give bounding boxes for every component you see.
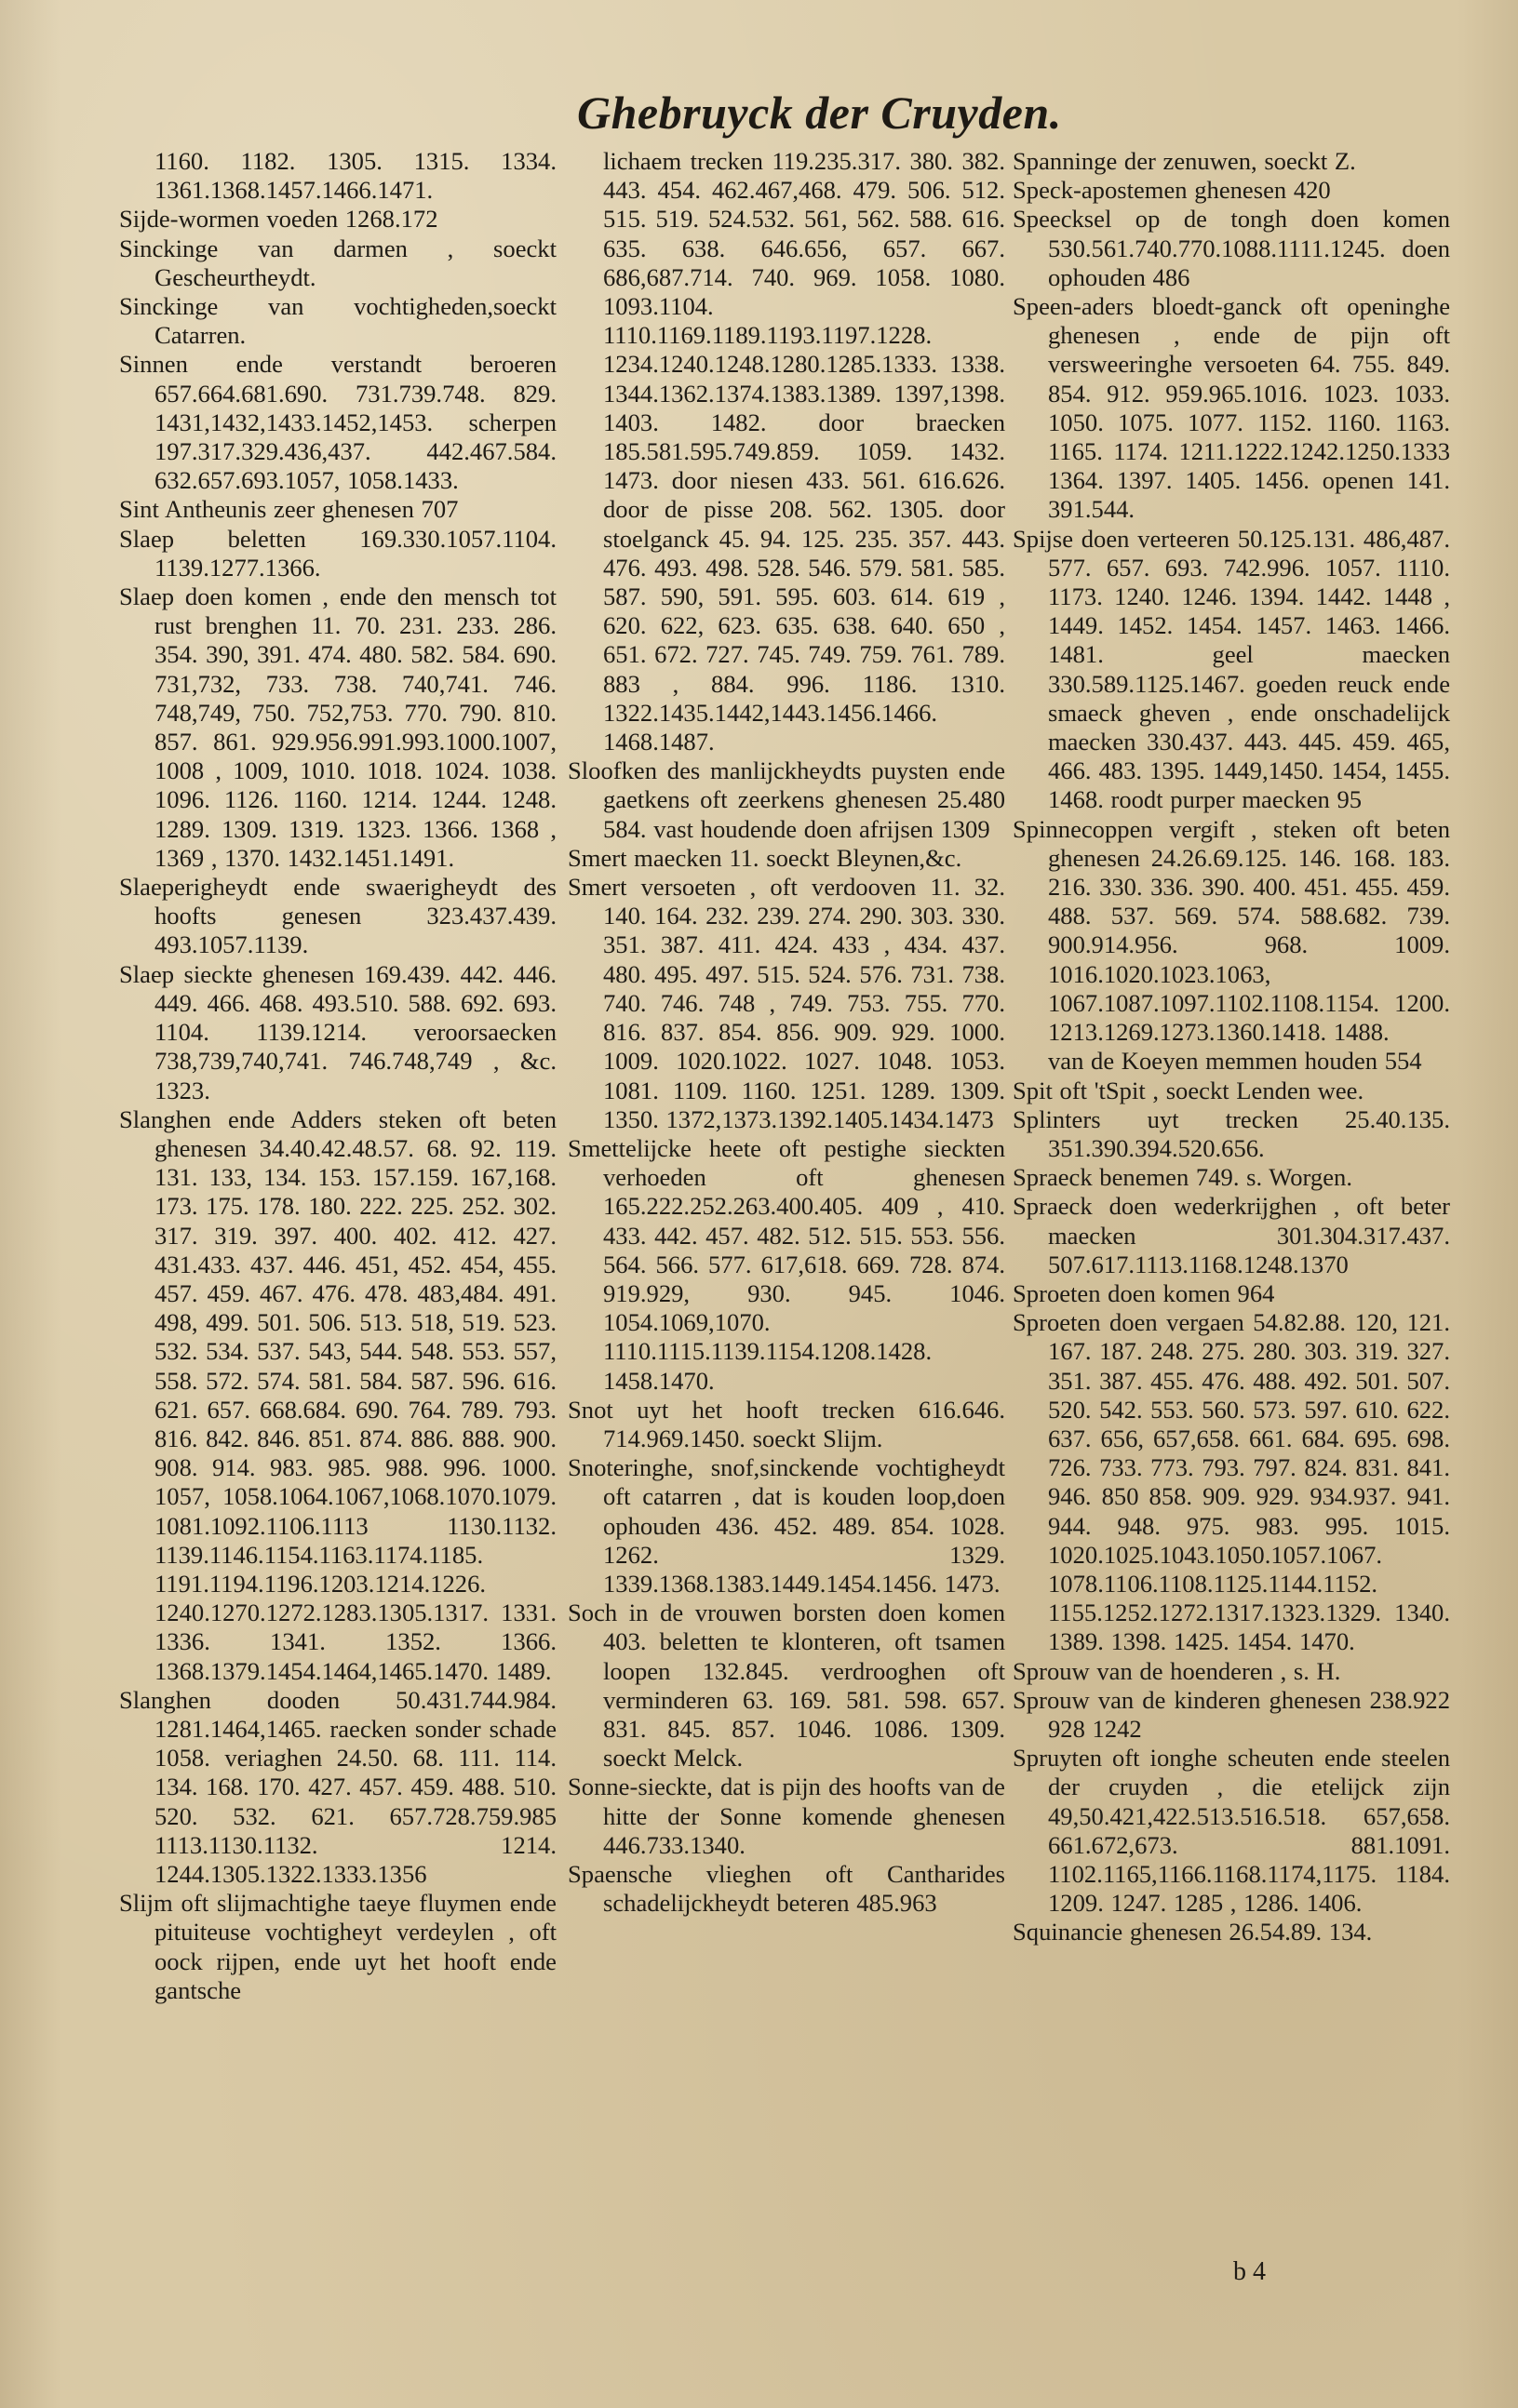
- index-entry: lichaem trecken 119.235.317. 380. 382. 443. 454. 462.467,468. 479. 506. 512. 515. 519. 524.532. 561, 562. 588. 616. 635. 638. 646.656, 657. 667. 686,687.714. 740. 969. 1058. 1080. 1093.1104. 1110.1169.1189.1193.1197.1228. 1234.1240.1248.1280.1285.1333. 1338. 1344.1362.1374.1383.1389. 1397,1398. 1403. 1482. door braecken 185.581.595.749.859. 1059. 1432. 1473. door niesen 433. 561. 616.626. door de pisse 208. 562. 1305. door stoelganck 45. 94. 125. 235. 357. 443. 476. 493. 498. 528. 546. 579. 581. 585. 587. 590, 591. 595. 603. 614. 619 , 620. 622, 623. 635. 638. 640. 650 , 651. 672. 727. 745. 749. 759. 761. 789. 883 , 884. 996. 1186. 1310. 1322.1435.1442,1443.1456.1466. 1468.1487.: [603, 147, 1005, 756]
- index-entry: Spraeck benemen 749. s. Worgen.: [1013, 1163, 1352, 1192]
- index-column-middle: [568, 147, 1005, 1918]
- index-entry: Smert versoeten , oft verdooven 11. 32. 140. 164. 232. 239. 274. 290. 303. 330. 351. 387. 411. 424. 433 , 434. 437. 480. 495. 497. 515. 524. 576. 731. 738. 740. 746. 748 , 749. 753. 755. 770. 816. 837. 854. 856. 909. 929. 1000. 1009. 1020.1022. 1027. 1048. 1053. 1081. 1109. 1160. 1251. 1289. 1309. 1350. 1372,1373.1392.1405.1434.1473: [568, 873, 1005, 1133]
- index-entry: Speck-apostemen ghenesen 420: [1013, 176, 1331, 205]
- index-entry: Spit oft 'tSpit , soeckt Lenden wee.: [1013, 1076, 1364, 1104]
- index-entry: Snot uyt het hooft trecken 616.646. 714.969.1450. soeckt Slijm.: [568, 1395, 1005, 1452]
- index-entry: Soch in de vrouwen borsten doen komen 403. beletten te klonteren, oft tsamen loopen 132.845. verdrooghen oft verminderen 63. 169. 581. 598. 657. 831. 845. 857. 1046. 1086. 1309. soeckt Melck.: [568, 1599, 1005, 1773]
- index-entry: Sinckinge van darmen , soeckt Gescheurtheydt.: [119, 234, 557, 291]
- index-entry: Smettelijcke heete oft pestighe sieckten verhoeden oft ghenesen 165.222.252.263.400.405. 409 , 410. 433. 442. 457. 482. 512. 515. 553. 556. 564. 566. 577. 617,618. 669. 728. 874. 919.929, 930. 945. 1046. 1054.1069,1070. 1110.1115.1139.1154.1208.1428. 1458.1470.: [568, 1133, 1005, 1395]
- index-entry: Sint Antheunis zeer ghenesen 707: [119, 495, 459, 524]
- index-entry: Slanghen dooden 50.431.744.984. 1281.1464,1465. raecken sonder schade 1058. veriaghen 24.50. 68. 111. 114. 134. 168. 170. 427. 457. 459. 488. 510. 520. 532. 621. 657.728.759.985 1113.1130.1132. 1214. 1244.1305.1322.1333.1356: [119, 1685, 557, 1888]
- index-entry: Sprouw van de hoenderen , s. H.: [1013, 1656, 1341, 1685]
- index-entry: Slijm oft slijmachtighe taeye fluymen ende pituiteuse vochtigheyt verdeylen , oft oock rijpen, ende uyt het hooft ende gantsche: [119, 1889, 557, 2004]
- index-column-right: [1013, 147, 1450, 1947]
- index-entry: Sloofken des manlijckheydts puysten ende gaetkens oft zeerkens ghenesen 25.480 584. vast houdende doen afrijsen 1309: [568, 756, 1005, 843]
- index-entry: Sijde-wormen voeden 1268.172: [119, 205, 438, 234]
- index-entry: Slaep beletten 169.330.1057.1104. 1139.1277.1366.: [119, 524, 557, 582]
- index-entry: Sinnen ende verstandt beroeren 657.664.681.690. 731.739.748. 829. 1431,1432,1433.1452,1453. scherpen 197.317.329.436,437. 442.467.584. 632.657.693.1057, 1058.1433.: [119, 350, 557, 495]
- index-entry: van de Koeyen memmen houden 554: [1048, 1047, 1422, 1076]
- index-entry: Speen-aders bloedt-ganck oft openinghe ghenesen , ende de pijn oft versweeringhe versoeten 64. 755. 849. 854. 912. 959.965.1016. 1023. 1033. 1050. 1075. 1077. 1152. 1160. 1163. 1165. 1174. 1211.1222.1242.1250.1333 1364. 1397. 1405. 1456. openen 141. 391.544.: [1013, 292, 1450, 524]
- index-entry: Splinters uyt trecken 25.40.135. 351.390.394.520.656.: [1013, 1104, 1450, 1162]
- index-entry: Spruyten oft ionghe scheuten ende steelen der cruyden , die etelijck zijn 49,50.421,422.513.516.518. 657,658. 661.672,673. 881.1091. 1102.1165,1166.1168.1174,1175. 1184. 1209. 1247. 1285 , 1286. 1406.: [1013, 1744, 1450, 1918]
- index-entry: Slanghen ende Adders steken oft beten ghenesen 34.40.42.48.57. 68. 92. 119. 131. 133, 134. 153. 157.159. 167,168. 173. 175. 178. 180. 222. 225. 252. 302. 317. 319. 397. 400. 402. 412. 427. 431.433. 437. 446. 451, 452. 454, 455. 457. 459. 467. 476. 478. 483,484. 491. 498, 499. 501. 506. 513. 518, 519. 523. 532. 534. 537. 543, 544. 548. 553. 557, 558. 572. 574. 581. 584. 587. 596. 616. 621. 657. 668.684. 690. 764. 789. 793. 816. 842. 846. 851. 874. 886. 888. 900. 908. 914. 983. 985. 988. 996. 1000. 1057, 1058.1064.1067,1068.1070.1079. 1081.1092.1106.1113 1130.1132. 1139.1146.1154.1163.1174.1185. 1191.1194.1196.1203.1214.1226. 1240.1270.1272.1283.1305.1317. 1331. 1336. 1341. 1352. 1366. 1368.1379.1454.1464,1465.1470. 1489.: [119, 1104, 557, 1685]
- index-entry: Sinckinge van vochtigheden,soeckt Catarren.: [119, 292, 557, 350]
- index-entry: Squinancie ghenesen 26.54.89. 134.: [1013, 1918, 1373, 1946]
- index-entry: Slaep doen komen , ende den mensch tot rust brenghen 11. 70. 231. 233. 286. 354. 390, 391. 474. 480. 582. 584. 690. 731,732, 733. 738. 740,741. 746. 748,749, 750. 752,753. 770. 790. 810. 857. 861. 929.956.991.993.1000.1007, 1008 , 1009, 1010. 1018. 1024. 1038. 1096. 1126. 1160. 1214. 1244. 1248. 1289. 1309. 1319. 1323. 1366. 1368 , 1369 , 1370. 1432.1451.1491.: [119, 582, 557, 872]
- signature-mark: b 4: [1233, 2257, 1266, 2286]
- index-entry: Spaensche vlieghen oft Cantharides schadelijckheydt beteren 485.963: [568, 1859, 1005, 1918]
- index-entry: Sonne-sieckte, dat is pijn des hoofts van de hitte der Sonne komende ghenesen 446.733.1340.: [568, 1773, 1005, 1859]
- index-entry: Spijse doen verteeren 50.125.131. 486,487. 577. 657. 693. 742.996. 1057. 1110. 1173. 1240. 1246. 1394. 1442. 1448 , 1449. 1452. 1454. 1457. 1463. 1466. 1481. geel maecken 330.589.1125.1467. goeden reuck ende smaeck gheven , ende onschadelijck maecken 330.437. 443. 445. 459. 465, 466. 483. 1395. 1449,1450. 1454, 1455. 1468. roodt purper maecken 95: [1013, 524, 1450, 814]
- index-entry: Slaep sieckte ghenesen 169.439. 442. 446. 449. 466. 468. 493.510. 588. 692. 693. 1104. 1139.1214. veroorsaecken 738,739,740,741. 746.748,749 , &c. 1323.: [119, 959, 557, 1104]
- index-entry: Sproeten doen vergaen 54.82.88. 120, 121. 167. 187. 248. 275. 280. 303. 319. 327. 351. 387. 455. 476. 488. 492. 501. 507. 520. 542. 553. 560. 573. 597. 610. 622. 637. 656, 657,658. 661. 684. 695. 698. 726. 733. 773. 793. 797. 824. 831. 841. 946. 850 858. 909. 929. 934.937. 941. 944. 948. 975. 983. 995. 1015. 1020.1025.1043.1050.1057.1067. 1078.1106.1108.1125.1144.1152. 1155.1252.1272.1317.1323.1329. 1340. 1389. 1398. 1425. 1454. 1470.: [1013, 1308, 1450, 1656]
- index-entry: Snoteringhe, snof,sinckende vochtigheydt oft catarren , dat is kouden loop,doen ophouden 436. 452. 489. 854. 1028. 1262. 1329. 1339.1368.1383.1449.1454.1456. 1473.: [568, 1453, 1005, 1598]
- index-entry: Sproeten doen komen 964: [1013, 1278, 1275, 1307]
- index-entry: Smert maecken 11. soeckt Bleynen,&c.: [568, 843, 962, 872]
- running-head: Ghebruyck der Cruyden.: [577, 87, 1062, 139]
- index-entry: Slaeperigheydt ende swaerigheydt des hoofts genesen 323.437.439. 493.1057.1139.: [119, 873, 557, 959]
- index-entry: Sprouw van de kinderen ghenesen 238.922 928 1242: [1013, 1685, 1450, 1743]
- index-entry: Speecksel op de tongh doen komen 530.561.740.770.1088.1111.1245. doen ophouden 486: [1013, 205, 1450, 291]
- index-entry: Spraeck doen wederkrijghen , oft beter maecken 301.304.317.437. 507.617.1113.1168.1248.1370: [1013, 1192, 1450, 1278]
- index-entry: 1160. 1182. 1305. 1315. 1334. 1361.1368.1457.1466.1471.: [154, 147, 557, 205]
- index-column-left: [119, 147, 557, 2005]
- index-entry: Spanninge der zenuwen, soeckt Z.: [1013, 147, 1356, 175]
- index-entry: Spinnecoppen vergift , steken oft beten ghenesen 24.26.69.125. 146. 168. 183. 216. 330. 336. 390. 400. 451. 455. 459. 488. 537. 569. 574. 588.682. 739. 900.914.956. 968. 1009. 1016.1020.1023.1063, 1067.1087.1097.1102.1108.1154. 1200. 1213.1269.1273.1360.1418. 1488.: [1013, 814, 1450, 1047]
